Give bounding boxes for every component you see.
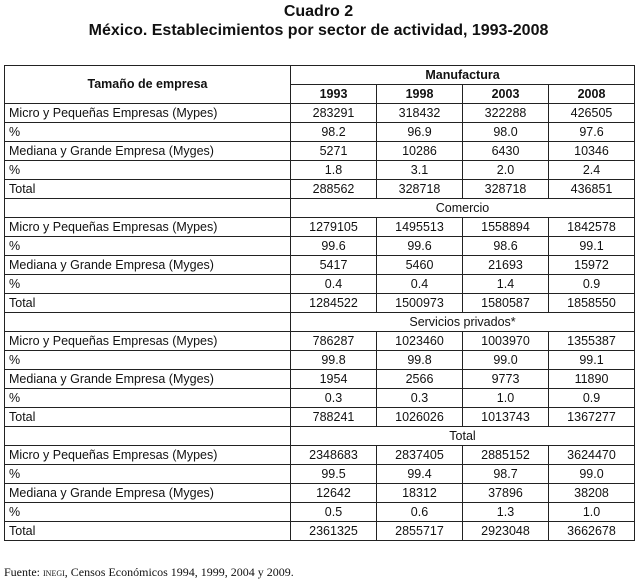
row-label: %	[5, 465, 291, 484]
table-cell: 0.3	[377, 389, 463, 408]
table-cell: 96.9	[377, 123, 463, 142]
table-cell: 15972	[549, 256, 635, 275]
table-cell: 2855717	[377, 522, 463, 541]
table-cell: 0.9	[549, 389, 635, 408]
row-label: Total	[5, 180, 291, 199]
table-cell: 99.0	[549, 465, 635, 484]
row-label: Micro y Pequeñas Empresas (Mypes)	[5, 218, 291, 237]
table-cell: 318432	[377, 104, 463, 123]
table-cell: 1023460	[377, 332, 463, 351]
table-cell: 1858550	[549, 294, 635, 313]
table-cell: 2923048	[463, 522, 549, 541]
table-cell: 1355387	[549, 332, 635, 351]
table-cell: 2.4	[549, 161, 635, 180]
row-label: %	[5, 237, 291, 256]
table-cell: 1842578	[549, 218, 635, 237]
table-cell: 0.6	[377, 503, 463, 522]
row-label: Micro y Pequeñas Empresas (Mypes)	[5, 332, 291, 351]
table-row	[5, 465, 635, 484]
table-cell: 5460	[377, 256, 463, 275]
table-cell: 98.2	[291, 123, 377, 142]
table-cell: 98.7	[463, 465, 549, 484]
header-row	[5, 66, 635, 85]
table-cell: 99.0	[463, 351, 549, 370]
table-cell: 12642	[291, 484, 377, 503]
row-label: Mediana y Grande Empresa (Myges)	[5, 370, 291, 389]
year-header: 1993	[291, 85, 377, 104]
table-cell: 786287	[291, 332, 377, 351]
table-cell: 38208	[549, 484, 635, 503]
table-number: Cuadro 2	[283, 3, 354, 20]
table-row	[5, 161, 635, 180]
table-cell: 99.5	[291, 465, 377, 484]
table-cell: 322288	[463, 104, 549, 123]
year-header: 1998	[377, 85, 463, 104]
table-cell: 2348683	[291, 446, 377, 465]
table-cell: 1500973	[377, 294, 463, 313]
source-note	[4, 565, 294, 580]
table-cell: 99.1	[549, 351, 635, 370]
year-header: 2003	[463, 85, 549, 104]
table-cell: 1026026	[377, 408, 463, 427]
table-cell: 1284522	[291, 294, 377, 313]
row-label: %	[5, 275, 291, 294]
table-row	[5, 123, 635, 142]
table-cell: 288562	[291, 180, 377, 199]
table-cell: 0.3	[291, 389, 377, 408]
table-cell: 436851	[549, 180, 635, 199]
section-header: Comercio	[291, 199, 635, 218]
table-row	[5, 218, 635, 237]
table-cell: 11890	[549, 370, 635, 389]
table-cell: 1.0	[463, 389, 549, 408]
table-row	[5, 351, 635, 370]
table-cell: 99.6	[377, 237, 463, 256]
table-cell: 99.6	[291, 237, 377, 256]
table-cell: 1367277	[549, 408, 635, 427]
table-row	[5, 408, 635, 427]
table-row	[5, 275, 635, 294]
table-cell: 1558894	[463, 218, 549, 237]
table-cell: 3624470	[549, 446, 635, 465]
table-cell: 98.6	[463, 237, 549, 256]
establishments-table	[4, 65, 635, 541]
table-cell: 426505	[549, 104, 635, 123]
table-body	[5, 104, 635, 541]
table-cell: 0.4	[291, 275, 377, 294]
row-label: %	[5, 123, 291, 142]
column-header-company-size: Tamaño de empresa	[5, 66, 291, 104]
table-cell: 328718	[463, 180, 549, 199]
table-caption	[0, 0, 637, 41]
row-label: Mediana y Grande Empresa (Myges)	[5, 142, 291, 161]
table-cell: 2.0	[463, 161, 549, 180]
table-row	[5, 332, 635, 351]
table-cell: 788241	[291, 408, 377, 427]
table-cell: 2885152	[463, 446, 549, 465]
row-label: Micro y Pequeñas Empresas (Mypes)	[5, 104, 291, 123]
table-cell: 1495513	[377, 218, 463, 237]
section-header: Servicios privados*	[291, 313, 635, 332]
table-cell: 1580587	[463, 294, 549, 313]
table-row	[5, 104, 635, 123]
section-header-row	[5, 313, 635, 332]
table-row	[5, 503, 635, 522]
table-row	[5, 142, 635, 161]
empty-cell	[5, 313, 291, 332]
table-cell: 99.4	[377, 465, 463, 484]
table-cell: 2566	[377, 370, 463, 389]
table-cell: 1954	[291, 370, 377, 389]
table-row	[5, 484, 635, 503]
table-cell: 0.5	[291, 503, 377, 522]
table-cell: 2361325	[291, 522, 377, 541]
source-org: inegi	[43, 565, 65, 579]
table-cell: 99.8	[377, 351, 463, 370]
empty-cell	[5, 199, 291, 218]
table-cell: 9773	[463, 370, 549, 389]
table-cell: 1003970	[463, 332, 549, 351]
table-row	[5, 370, 635, 389]
row-label: Total	[5, 408, 291, 427]
section-header-row	[5, 427, 635, 446]
table-cell: 18312	[377, 484, 463, 503]
table-cell: 328718	[377, 180, 463, 199]
table-cell: 99.1	[549, 237, 635, 256]
table-cell: 1.4	[463, 275, 549, 294]
table-row	[5, 389, 635, 408]
source-prefix: Fuente:	[4, 565, 43, 579]
table-cell: 1279105	[291, 218, 377, 237]
section-header: Total	[291, 427, 635, 446]
table-cell: 37896	[463, 484, 549, 503]
row-label: Mediana y Grande Empresa (Myges)	[5, 484, 291, 503]
row-label: %	[5, 351, 291, 370]
table-cell: 10346	[549, 142, 635, 161]
section-header: Manufactura	[291, 66, 635, 85]
table-cell: 5271	[291, 142, 377, 161]
table-row	[5, 446, 635, 465]
row-label: Micro y Pequeñas Empresas (Mypes)	[5, 446, 291, 465]
table-cell: 283291	[291, 104, 377, 123]
row-label: Total	[5, 294, 291, 313]
table-cell: 3.1	[377, 161, 463, 180]
table-cell: 1013743	[463, 408, 549, 427]
section-header-row	[5, 199, 635, 218]
table-row	[5, 256, 635, 275]
table-title: México. Establecimientos por sector de actividad, 1993-2008	[88, 22, 549, 39]
empty-cell	[5, 427, 291, 446]
table-row	[5, 294, 635, 313]
table-row	[5, 180, 635, 199]
table-row	[5, 522, 635, 541]
row-label: Total	[5, 522, 291, 541]
table-cell: 1.8	[291, 161, 377, 180]
table-cell: 0.4	[377, 275, 463, 294]
table-cell: 98.0	[463, 123, 549, 142]
row-label: %	[5, 161, 291, 180]
table-cell: 5417	[291, 256, 377, 275]
table-cell: 3662678	[549, 522, 635, 541]
table-cell: 0.9	[549, 275, 635, 294]
table-cell: 1.0	[549, 503, 635, 522]
table-row	[5, 237, 635, 256]
table-cell: 6430	[463, 142, 549, 161]
row-label: Mediana y Grande Empresa (Myges)	[5, 256, 291, 275]
source-text: , Censos Económicos 1994, 1999, 2004 y 2009.	[64, 565, 294, 579]
table-cell: 99.8	[291, 351, 377, 370]
year-header: 2008	[549, 85, 635, 104]
table-cell: 97.6	[549, 123, 635, 142]
table-cell: 10286	[377, 142, 463, 161]
table-cell: 21693	[463, 256, 549, 275]
row-label: %	[5, 503, 291, 522]
table-cell: 2837405	[377, 446, 463, 465]
row-label: %	[5, 389, 291, 408]
table-cell: 1.3	[463, 503, 549, 522]
